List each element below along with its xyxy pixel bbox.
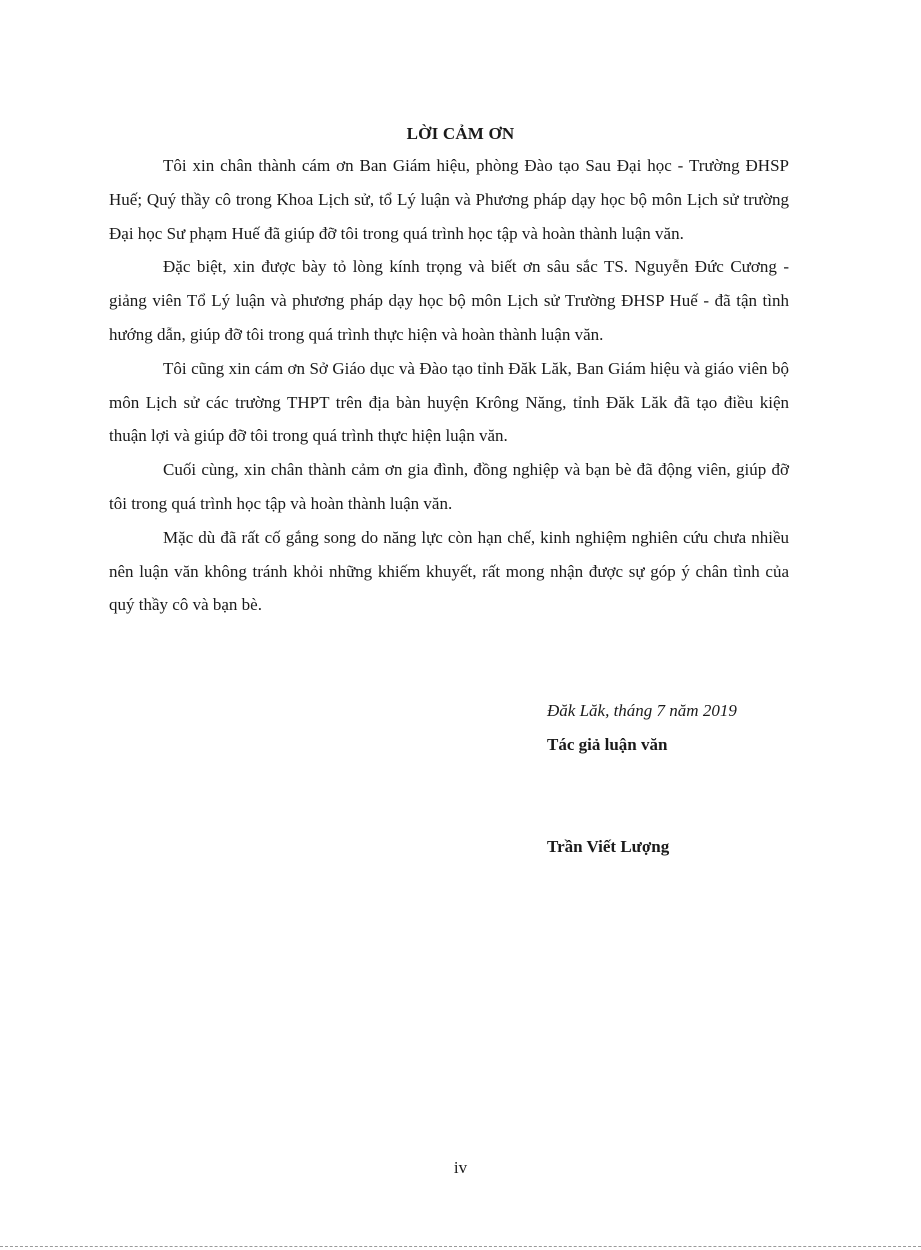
page-title: LỜI CẢM ƠN: [406, 124, 515, 143]
page-bottom-divider: [0, 1246, 921, 1248]
paragraph-4: Cuối cùng, xin chân thành cảm ơn gia đình, đồng nghiệp và bạn bè đã động viên, giúp đỡ tôi trong quá trình học tập và hoàn thành luận văn.: [109, 460, 789, 513]
paragraph-2: Đặc biệt, xin được bày tỏ lòng kính trọng và biết ơn sâu sắc TS. Nguyễn Đức Cương - giảng viên Tổ Lý luận và phương pháp dạy học bộ môn Lịch sử Trường ĐHSP Huế - đã tận tình hướng dẫn, giúp đỡ tôi trong quá trình thực hiện và hoàn thành luận văn.: [109, 257, 789, 344]
page-number: iv: [453, 1158, 468, 1177]
signature-place-date: Đăk Lăk, tháng 7 năm 2019: [547, 701, 737, 720]
acknowledgement-body: [109, 149, 789, 622]
paragraph-3: Tôi cũng xin cám ơn Sở Giáo dục và Đào tạo tỉnh Đăk Lăk, Ban Giám hiệu và giáo viên bộ môn Lịch sử các trường THPT trên địa bàn huyện Krông Năng, tỉnh Đăk Lăk đã tạo điều kiện thuận lợi và giúp đỡ tôi trong quá trình thực hiện luận văn.: [109, 358, 789, 446]
paragraph-1: Tôi xin chân thành cám ơn Ban Giám hiệu, phòng Đào tạo Sau Đại học - Trường ĐHSP Huế; Quý thầy cô trong Khoa Lịch sử, tổ Lý luận và Phương pháp dạy học bộ môn Lịch sử trường Đại học Sư phạm Huế đã giúp đỡ tôi trong quá trình học tập và hoàn thành luận văn.: [109, 156, 789, 243]
signature-role: Tác giả luận văn: [547, 735, 668, 754]
paragraph-5: Mặc dù đã rất cố gắng song do năng lực còn hạn chế, kinh nghiệm nghiên cứu chưa nhiều nên luận văn không tránh khỏi những khiếm khuyết, rất mong nhận được sự góp ý chân tình của quý thầy cô và bạn bè.: [109, 527, 789, 615]
signature-name: Trần Viết Lượng: [547, 837, 670, 856]
